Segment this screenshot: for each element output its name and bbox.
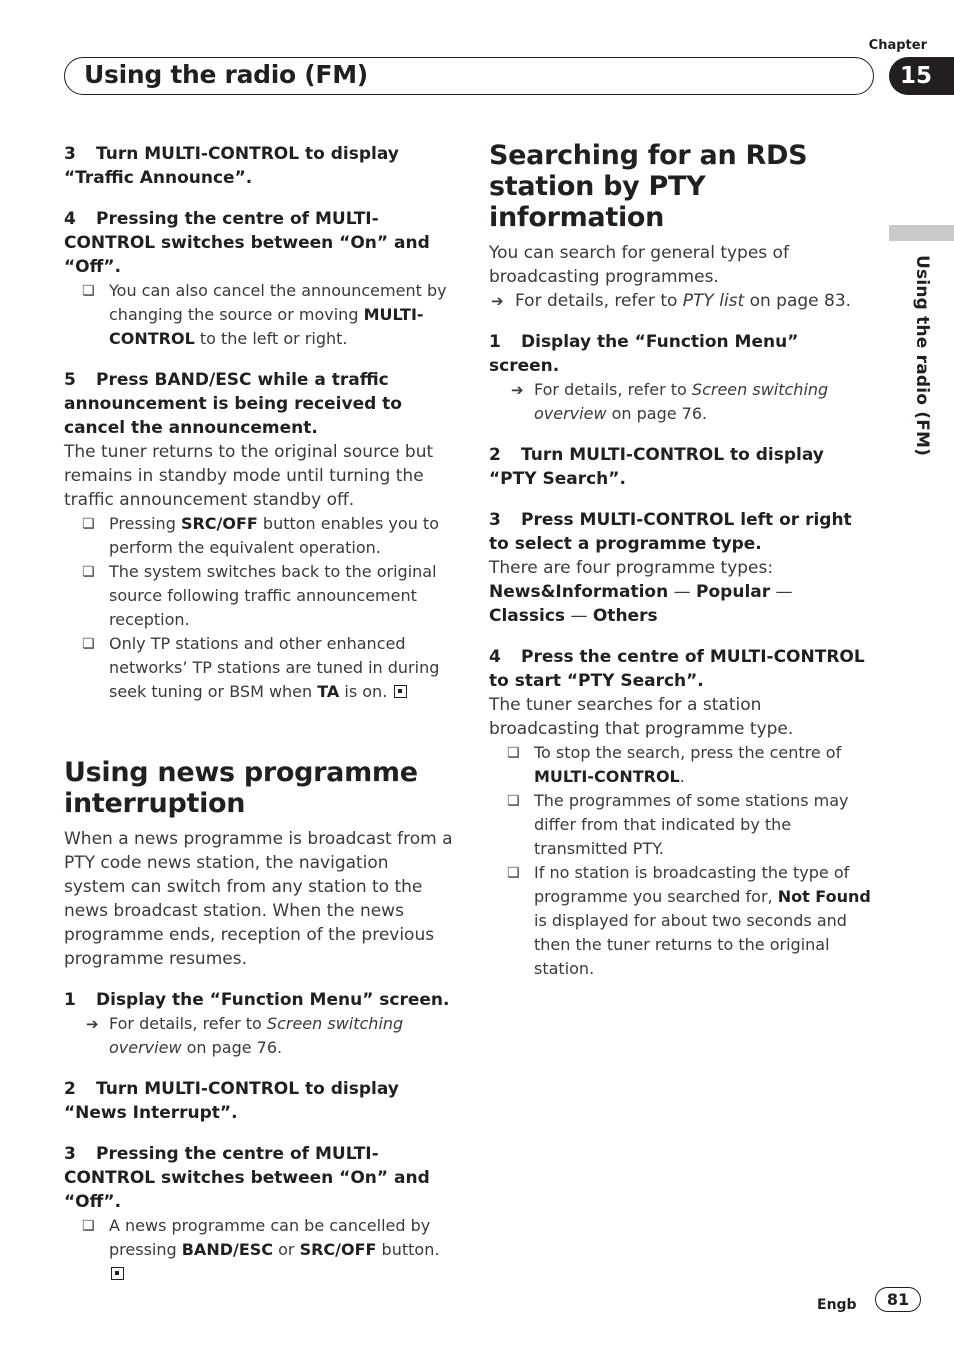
body-text: The tuner returns to the original source but remains in standby mode until turning the traffic announcement standby off.	[64, 442, 434, 510]
step-heading	[489, 330, 873, 378]
note-item: ❏ Only TP stations and other enhanced networks’ TP stations are tuned in during seek tuning or BSM when TA is on.	[64, 632, 454, 704]
note-checkbox-icon: ❏	[82, 283, 95, 299]
note-item: ❏ The programmes of some stations may differ from that indicated by the transmitted PTY.	[489, 789, 873, 861]
note-item: ❏ A news programme can be cancelled by pressing BAND/ESC or SRC/OFF button.	[64, 1214, 454, 1286]
step-heading	[64, 368, 454, 440]
note-item: ❏ Pressing SRC/OFF button enables you to perform the equivalent operation.	[64, 512, 454, 560]
note-checkbox-icon: ❏	[507, 865, 520, 881]
step-heading	[489, 645, 873, 693]
reference-item: ➔ For details, refer to PTY list on page 83.	[491, 291, 852, 311]
chapter-label: Chapter	[868, 38, 927, 53]
type-classics: Classics	[489, 606, 566, 626]
step-number: 5	[64, 370, 76, 390]
body-text: The tuner searches for a station broadcasting that programme type.	[489, 695, 794, 739]
step-text: Display the “Function Menu” screen.	[96, 990, 450, 1010]
step-text: Display the “Function Menu” screen.	[489, 332, 799, 376]
note-item: ❏ The system switches back to the original source following traffic announcement reception.	[64, 560, 454, 632]
step-heading	[64, 207, 454, 279]
type-others: Others	[592, 606, 658, 626]
step-number: 1	[489, 332, 501, 352]
left-column	[64, 142, 454, 1286]
arrow-reference-icon: ➔	[511, 381, 524, 399]
arrow-reference-icon: ➔	[491, 292, 504, 310]
step-text: Pressing the centre of MULTI-CONTROL switches between “On” and “Off”.	[64, 209, 430, 277]
step-text: Press BAND/ESC while a traffic announcement is being received to cancel the announcement.	[64, 370, 402, 438]
chapter-number: 15	[900, 63, 933, 89]
note-checkbox-icon: ❏	[82, 516, 95, 532]
section-heading-pty: Searching for an RDS station by PTY information	[489, 140, 808, 233]
step-number: 3	[64, 1144, 76, 1164]
step-text: Press MULTI-CONTROL left or right to select a programme type.	[489, 510, 852, 554]
step-number: 1	[64, 990, 76, 1010]
reference-item: ➔ For details, refer to Screen switching overview on page 76.	[64, 1012, 454, 1060]
note-checkbox-icon: ❏	[82, 1218, 95, 1234]
page-number-badge	[875, 1287, 921, 1312]
section-end-icon	[394, 685, 407, 698]
step-heading	[489, 508, 873, 556]
body-text: There are four programme types:	[489, 558, 774, 578]
section-end-icon	[111, 1267, 124, 1280]
step-number: 3	[64, 144, 76, 164]
step-text: Turn MULTI-CONTROL to display “News Interrupt”.	[64, 1079, 399, 1123]
note-checkbox-icon: ❏	[507, 745, 520, 761]
page-number: 81	[886, 1290, 910, 1309]
side-tab-label: Using the radio (FM)	[912, 255, 932, 457]
step-heading	[64, 1142, 454, 1214]
type-news: News&Information	[489, 582, 669, 602]
note-item: ❏ You can also cancel the announcement by changing the source or moving MULTI-CONTROL to the left or right.	[64, 279, 454, 351]
type-popular: Popular	[696, 582, 771, 602]
step-heading	[489, 443, 873, 491]
body-text: You can search for general types of broadcasting programmes.	[489, 243, 789, 287]
section-heading-news: Using news programme interruption	[64, 757, 418, 819]
step-text: Turn MULTI-CONTROL to display “Traffic Announce”.	[64, 144, 399, 188]
arrow-reference-icon: ➔	[86, 1015, 99, 1033]
side-tab-bar	[889, 225, 954, 241]
step-number: 4	[64, 209, 76, 229]
step-heading	[64, 1077, 454, 1125]
note-checkbox-icon: ❏	[82, 636, 95, 652]
step-number: 3	[489, 510, 501, 530]
page-title: Using the radio (FM)	[84, 60, 368, 89]
step-number: 2	[489, 445, 501, 465]
note-checkbox-icon: ❏	[82, 564, 95, 580]
step-number: 2	[64, 1079, 76, 1099]
step-text: Pressing the centre of MULTI-CONTROL switches between “On” and “Off”.	[64, 1144, 430, 1212]
reference-item: ➔ For details, refer to Screen switching overview on page 76.	[489, 378, 873, 426]
step-heading	[64, 988, 454, 1012]
step-number: 4	[489, 647, 501, 667]
programme-types: News&Information — Popular — Classics — Others	[489, 582, 793, 626]
right-column	[489, 140, 873, 981]
note-item: ❏ To stop the search, press the centre of MULTI-CONTROL.	[489, 741, 873, 789]
step-heading	[64, 142, 454, 190]
note-item: ❏ If no station is broadcasting the type of programme you searched for, Not Found is displayed for about two seconds and then the tuner returns to the original station.	[489, 861, 873, 981]
body-text: When a news programme is broadcast from a PTY code news station, the navigation system can switch from any station to the news broadcast station. When the news programme ends, reception of the previous programme resumes.	[64, 829, 453, 969]
note-checkbox-icon: ❏	[507, 793, 520, 809]
language-code: Engb	[817, 1297, 857, 1313]
chapter-number-badge	[889, 57, 954, 95]
step-text: Press the centre of MULTI-CONTROL to start “PTY Search”.	[489, 647, 865, 691]
step-text: Turn MULTI-CONTROL to display “PTY Search”.	[489, 445, 824, 489]
